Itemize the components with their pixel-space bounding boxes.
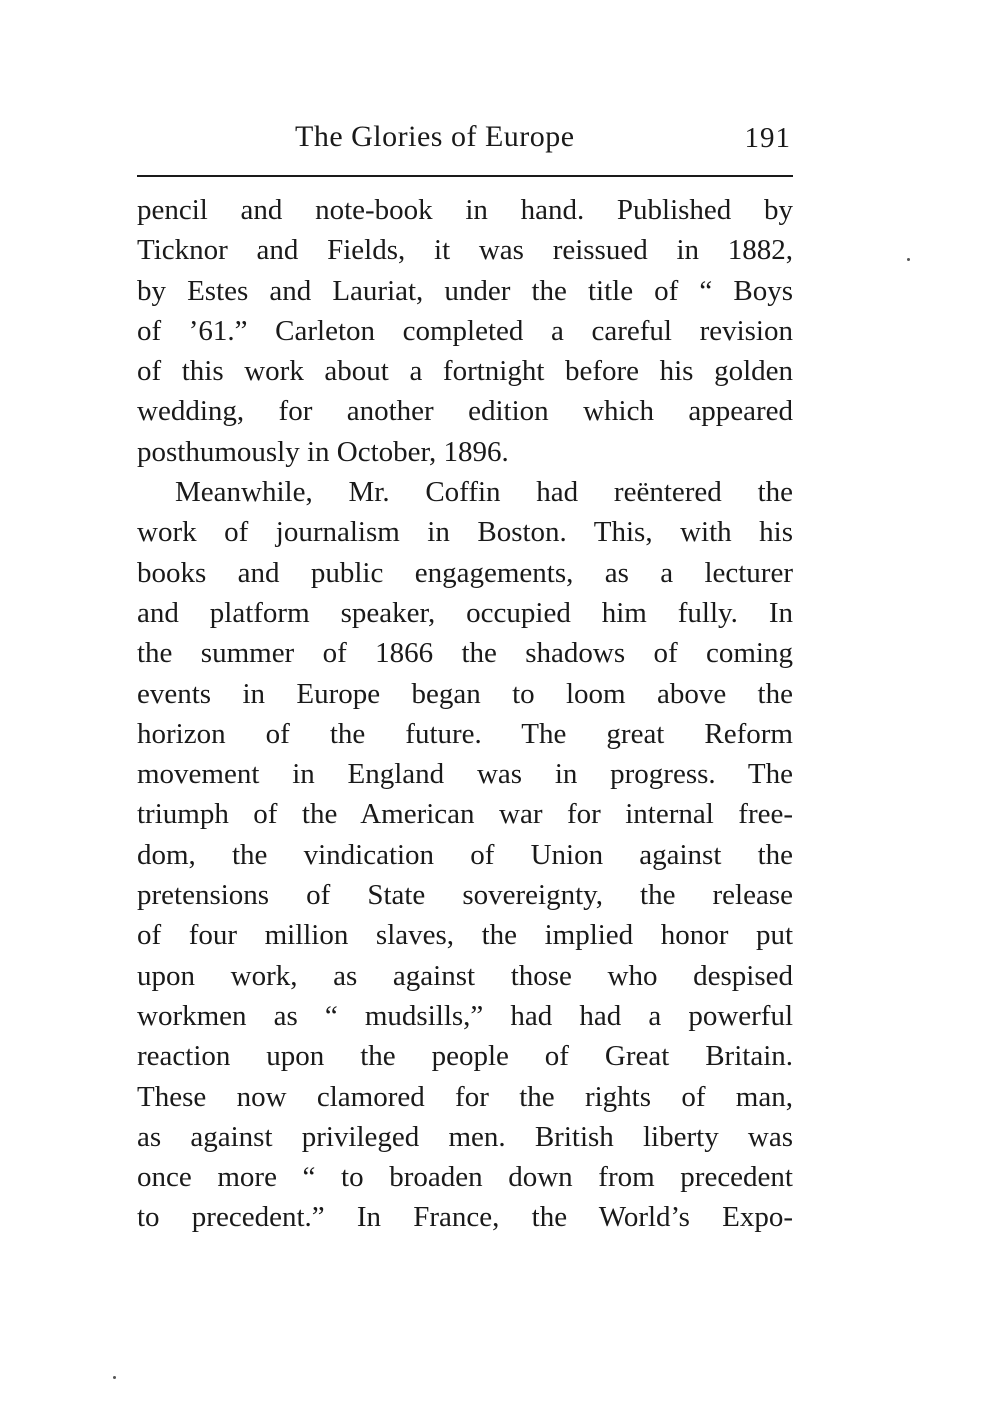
paper-speck (113, 1376, 116, 1379)
text-line: dom, the vindication of Union against the (137, 838, 793, 871)
text-line: by Estes and Lauriat, under the title of “ Boys (137, 274, 793, 307)
text-line: posthumously in October, 1896. (137, 435, 509, 468)
paper-speck (907, 258, 910, 261)
page-number: 191 (744, 122, 791, 154)
text-line: workmen as “ mudsills,” had had a powerful (137, 999, 793, 1032)
text-line: and platform speaker, occupied him fully. In (137, 596, 793, 629)
text-line: of ’61.” Carleton completed a careful revision (137, 314, 793, 347)
running-title: The Glories of Europe (295, 120, 575, 153)
text-line: pretensions of State sovereignty, the release (137, 879, 793, 912)
text-line: work of journalism in Boston. This, with his (137, 516, 793, 549)
text-line: pencil and note-book in hand. Published by (137, 194, 793, 226)
text-line: These now clamored for the rights of man, (137, 1080, 793, 1113)
body-text (137, 190, 793, 1238)
text-line: movement in England was in progress. The (137, 758, 793, 791)
text-line: Ticknor and Fields, it was reissued in 1882, (137, 234, 793, 267)
text-line: reaction upon the people of Great Britain. (137, 1040, 793, 1073)
text-line: wedding, for another edition which appeared (137, 395, 793, 428)
text-line: of four million slaves, the implied honor put (137, 919, 793, 952)
header-rule (137, 175, 793, 177)
running-head (137, 118, 793, 170)
text-line: books and public engagements, as a lecturer (137, 556, 793, 589)
text-line: Meanwhile, Mr. Coffin had reëntered the (175, 476, 793, 509)
text-line: triumph of the American war for internal free- (137, 798, 793, 831)
text-line: to precedent.” In France, the World’s Expo- (137, 1201, 793, 1234)
text-line: the summer of 1866 the shadows of coming (137, 637, 793, 670)
text-line: upon work, as against those who despised (137, 959, 793, 992)
text-line: events in Europe began to loom above the (137, 677, 793, 710)
text-line: as against privileged men. British liberty was (137, 1120, 793, 1153)
text-line: once more “ to broaden down from precedent (137, 1161, 793, 1194)
text-line: horizon of the future. The great Reform (137, 717, 793, 750)
text-line: of this work about a fortnight before his golden (137, 355, 793, 388)
